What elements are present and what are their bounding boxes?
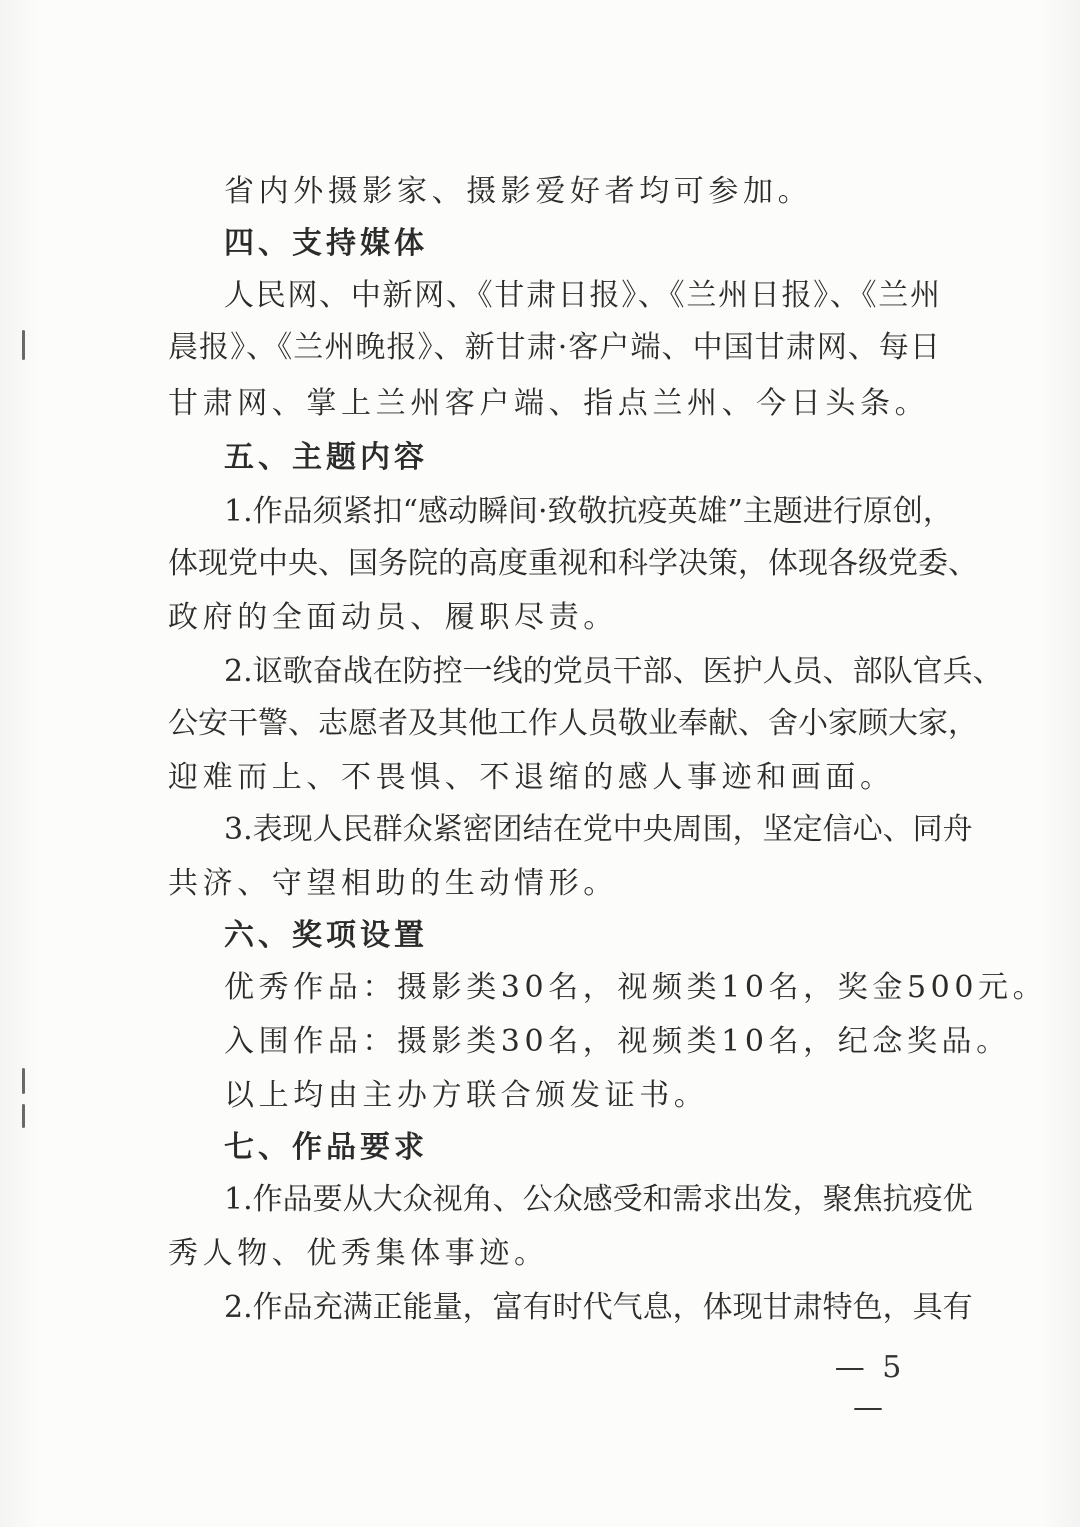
page-number: — 5 —	[834, 1350, 906, 1425]
paragraph-line: 甘肃网、掌上兰州客户端、指点兰州、今日头条。	[168, 386, 930, 421]
paragraph-line: 3.表现人民群众紧密团结在党中央周围，坚定信心、同舟	[224, 812, 973, 847]
paragraph-line: 优秀作品：摄影类30名，视频类10名，奖金500元。	[224, 970, 1048, 1005]
paragraph-line: 入围作品：摄影类30名，视频类10名，纪念奖品。	[224, 1024, 1011, 1059]
paragraph-line: 以上均由主办方联合颁发证书。	[224, 1078, 709, 1113]
paragraph-line: 1.作品须紧扣“感动瞬间·致敬抗疫英雄”主题进行原创，	[224, 494, 953, 529]
paragraph-line: 晨报》、《兰州晚报》、新甘肃·客户端、中国甘肃网、每日	[168, 330, 940, 365]
paragraph-line: 2.讴歌奋战在防控一线的党员干部、医护人员、部队官兵、	[224, 654, 1003, 689]
paragraph-line: 省内外摄影家、摄影爱好者均可参加。	[224, 174, 813, 209]
section-heading: 七、作品要求	[224, 1130, 428, 1165]
binding-mark	[22, 1104, 25, 1128]
paragraph-line: 人民网、中新网、《甘肃日报》、《兰州日报》、《兰州	[224, 278, 940, 313]
paragraph-line: 体现党中央、国务院的高度重视和科学决策，体现各级党委、	[168, 546, 978, 581]
section-heading: 六、奖项设置	[224, 918, 428, 953]
section-heading: 五、主题内容	[224, 440, 428, 475]
paragraph-line: 2.作品充满正能量，富有时代气息，体现甘肃特色，具有	[224, 1290, 973, 1325]
binding-mark	[22, 1068, 25, 1094]
paragraph-line: 政府的全面动员、履职尽责。	[168, 600, 618, 635]
paragraph-line: 1.作品要从大众视角、公众感受和需求出发，聚焦抗疫优	[224, 1182, 973, 1217]
section-heading: 四、支持媒体	[224, 226, 428, 261]
paragraph-line: 共济、守望相助的生动情形。	[168, 866, 618, 901]
paragraph-line: 公安干警、志愿者及其他工作人员敬业奉献、舍小家顾大家，	[168, 706, 978, 741]
binding-mark	[22, 330, 25, 360]
paragraph-line: 秀人物、优秀集体事迹。	[168, 1236, 549, 1271]
paragraph-line: 迎难而上、不畏惧、不退缩的感人事迹和画面。	[168, 760, 895, 795]
